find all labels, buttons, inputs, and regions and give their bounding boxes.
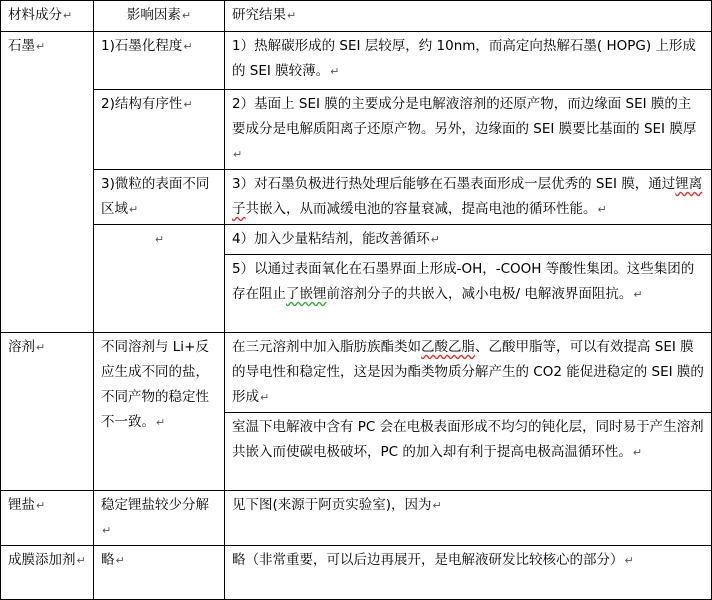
header-row [1, 1, 712, 32]
header-material: 材料成分 ↵ [1, 1, 94, 32]
header-factor: 影响因素 ↵ [94, 1, 225, 32]
table-row [1, 32, 712, 90]
material-cell: 成膜添加剂 ↵ [1, 546, 94, 600]
material-cell: 溶剂 ↵ [1, 333, 94, 491]
result-cell: 5）以通过表面氧化在石墨界面上形成-OH，-COOH 等酸性集团。这些集团的存在阻止了嵌锂前溶剂分子的共嵌入，减小电极/ 电解液界面阻抗。 ↵ [225, 255, 712, 333]
result-cell: 在三元溶剂中加入脂肪族酯类如乙酸乙脂、乙酸甲脂等，可以有效提高 SEI 膜的导电性和稳定性，这是因为酯类物质分解产生的 CO2 能促进稳定的 SEI 膜的形成 ↵ [225, 333, 712, 413]
result-cell: 2）基面上 SEI 膜的主要成分是电解液溶剂的还原产物，而边缘面 SEI 膜的主要成分是电解质阳离子还原产物。另外，边缘面的 SEI 膜要比基面的 SEI 膜厚 ↵ [225, 90, 712, 170]
table-row [1, 170, 712, 225]
result-cell: 1）热解碳形成的 SEI 层较厚，约 10nm，而高定向热解石墨( HOPG) 上形成的 SEI 膜较薄。 ↵ [225, 32, 712, 90]
factor-cell-empty [94, 225, 225, 333]
material-cell: 石墨 ↵ [1, 32, 94, 333]
factor-cell: 略 ↵ [94, 546, 225, 600]
factor-cell: 3)微粒的表面不同区域 ↵ [94, 170, 225, 225]
table-row [1, 333, 712, 413]
factor-cell: 不同溶剂与 Li+反应生成不同的盐，不同产物的稳定性不一致。 ↵ [94, 333, 225, 491]
result-cell: 略（非常重要，可以后边再展开，是电解液研发比较核心的部分） ↵ [225, 546, 712, 600]
table-row [1, 225, 712, 255]
factor-cell: 1)石墨化程度 ↵ [94, 32, 225, 90]
result-cell: 3）对石墨负极进行热处理后能够在石墨表面形成一层优秀的 SEI 膜，通过锂离子共嵌入，从而减缓电池的容量衰减，提高电池的循环性能。 ↵ [225, 170, 712, 225]
table-row [1, 491, 712, 546]
header-result: 研究结果 ↵ [225, 1, 712, 32]
result-cell: 4）加入少量粘结剂，能改善循环 ↵ [225, 225, 712, 255]
factor-cell: 2)结构有序性 ↵ [94, 90, 225, 170]
table-row [1, 90, 712, 170]
table-row [1, 546, 712, 600]
result-cell: 见下图(来源于阿贡实验室)，因为 ↵ [225, 491, 712, 546]
factor-cell: 稳定锂盐较少分解 ↵ [94, 491, 225, 546]
result-cell: 室温下电解液中含有 PC 会在电极表面形成不均匀的钝化层，同时易于产生溶剂共嵌入而使碳电极破坏，PC 的加入却有利于提高电极高温循环性。 ↵ [225, 413, 712, 491]
material-cell: 锂盐 ↵ [1, 491, 94, 546]
